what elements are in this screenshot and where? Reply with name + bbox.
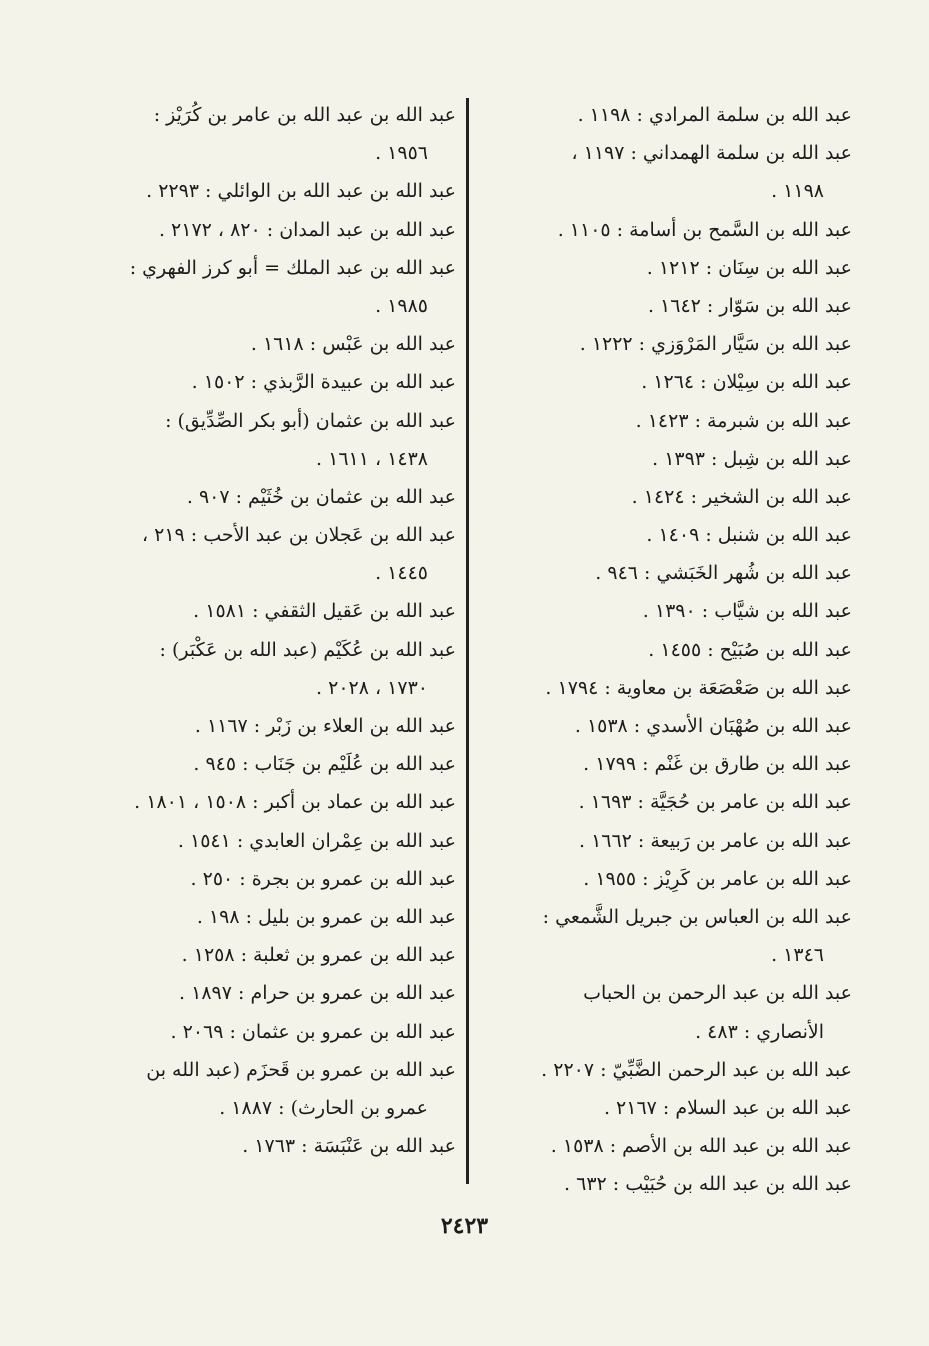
index-entry: عبد الله بن سلمة الهمداني : ١١٩٧ ، (571, 142, 852, 165)
index-entry-continuation: ١٧٣٠ ، ٢٠٢٨ . (316, 676, 428, 699)
index-entry: عبد الله بن عامر بن كَرِيْز : ١٩٥٥ . (583, 867, 852, 890)
index-entry: عبد الله بن عمرو بن حرام : ١٨٩٧ . (179, 982, 456, 1005)
index-entry-continuation: ١٩٥٦ . (375, 142, 428, 165)
index-entry: عبد الله بن شبرمة : ١٤٢٣ . (635, 409, 852, 432)
index-column-left (70, 96, 456, 1165)
index-entry: عبد الله بن عُلَيْم بن جَنَاب : ٩٤٥ . (193, 753, 456, 776)
index-entry: عبد الله بن عَقيل الثقفي : ١٥٨١ . (193, 600, 456, 623)
index-entry: عبد الله بن عبد الرحمن الضَّبِّيّ : ٢٢٠٧ . (541, 1058, 852, 1081)
index-entry: عبد الله بن عبد السلام : ٢١٦٧ . (603, 1096, 852, 1119)
index-entry: عبد الله بن سِنَان : ١٢١٢ . (646, 256, 852, 279)
index-entry-continuation: ١١٩٨ . (771, 180, 824, 203)
column-divider (466, 98, 469, 1184)
index-entry: عبد الله بن عبد الله بن حُبَيْب : ٦٣٢ . (564, 1173, 852, 1196)
index-entry: عبد الله بن شيَّاب : ١٣٩٠ . (642, 600, 852, 623)
index-entry: عبد الله بن عامر بن حُجَيَّة : ١٦٩٣ . (578, 791, 852, 814)
index-entry-continuation: ١٣٤٦ . (771, 944, 824, 967)
index-entry: عبد الله بن عَبْس : ١٦١٨ . (250, 333, 456, 356)
index-entry: عبد الله بن عبد المدان : ٨٢٠ ، ٢١٧٢ . (158, 218, 456, 241)
index-entry: عبد الله بن عمرو بن ثعلبة : ١٢٥٨ . (181, 944, 456, 967)
index-entry: عبد الله بن عبد الله بن الأصم : ١٥٣٨ . (550, 1135, 852, 1158)
index-entry-continuation: ١٤٣٨ ، ١٦١١ . (316, 447, 428, 470)
index-entry: عبد الله بن العباس بن جبريل الشَّمعي : (542, 905, 852, 928)
index-entry: عبد الله بن شُهر الخَبَشي : ٩٤٦ . (595, 562, 852, 585)
index-entry: عبد الله بن عمرو بن قَحزَم (عبد الله بن (146, 1058, 456, 1081)
index-entry: عبد الله بن عَجلان بن عبد الأحب : ٢١٩ ، (141, 524, 456, 547)
index-entry: عبد الله بن عبيدة الرَّبذي : ١٥٠٢ . (191, 371, 456, 394)
index-entry: عبد الله بن عبد الملك = أبو كرز الفهري : (129, 256, 456, 279)
index-entry: عبد الله بن عَنْبَسَة : ١٧٦٣ . (242, 1135, 456, 1158)
index-column-right (484, 96, 852, 1203)
index-entry: عبد الله بن سِيْلان : ١٢٦٤ . (641, 371, 852, 394)
index-entry: عبد الله بن صُبَيْح : ١٤٥٥ . (648, 638, 852, 661)
index-entry-continuation: ١٤٤٥ . (375, 562, 428, 585)
index-entry: عبد الله بن العلاء بن زَبْر : ١١٦٧ . (194, 715, 456, 737)
index-entry: عبد الله بن سَيَّار المَرْوَزي : ١٢٢٢ . (579, 333, 852, 356)
index-entry: عبد الله بن عامر بن رَبيعة : ١٦٦٢ . (578, 829, 852, 852)
index-entry: عبد الله بن عبد الله بن الوائلي : ٢٢٩٣ . (146, 180, 456, 203)
index-entry: عبد الله بن سلمة المرادي : ١١٩٨ . (577, 104, 852, 126)
page-number: ٢٤٢٣ (440, 1213, 489, 1239)
index-entry: عبد الله بن صَعْصَعَة بن معاوية : ١٧٩٤ . (545, 676, 852, 699)
index-entry: عبد الله بن سَوّار : ١٦٤٢ . (647, 294, 852, 317)
index-entry-continuation: ١٩٨٥ . (375, 294, 428, 317)
index-entry: عبد الله بن الشخير : ١٤٢٤ . (631, 485, 852, 508)
index-entry: عبد الله بن عماد بن أكبر : ١٥٠٨ ، ١٨٠١ . (134, 791, 456, 814)
index-entry: عبد الله بن شِبل : ١٣٩٣ . (652, 447, 852, 470)
index-entry: عبد الله بن عثمان (أبو بكر الصِّدِّيق) : (165, 409, 456, 432)
index-entry-continuation: الأنصاري : ٤٨٣ . (695, 1020, 824, 1043)
index-entry: عبد الله بن صُهْبَان الأسدي : ١٥٣٨ . (574, 715, 852, 737)
index-entry: عبد الله بن عبد الرحمن بن الحباب (583, 982, 852, 1005)
index-entry: عبد الله بن عُكَيْم (عبد الله بن عَكْبَر) : (159, 638, 456, 661)
index-entry: عبد الله بن طارق بن غَنْم : ١٧٩٩ . (583, 753, 852, 776)
index-entry: عبد الله بن عمرو بن بليل : ١٩٨ . (196, 905, 456, 928)
index-entry-continuation: عمرو بن الحارث) : ١٨٨٧ . (219, 1096, 428, 1119)
index-entry: عبد الله بن عِمْران العابدي : ١٥٤١ . (177, 829, 456, 852)
index-entry: عبد الله بن عمرو بن عثمان : ٢٠٦٩ . (170, 1020, 456, 1043)
index-entry: عبد الله بن عبد الله بن عامر بن كُرَيْز : (153, 104, 456, 126)
index-entry: عبد الله بن السَّمح بن أسامة : ١١٠٥ . (557, 218, 852, 241)
index-entry: عبد الله بن عثمان بن خُثَيْم : ٩٠٧ . (186, 485, 456, 508)
index-entry: عبد الله بن عمرو بن بجرة : ٢٥٠ . (190, 867, 456, 890)
index-entry: عبد الله بن شنبل : ١٤٠٩ . (646, 524, 852, 547)
